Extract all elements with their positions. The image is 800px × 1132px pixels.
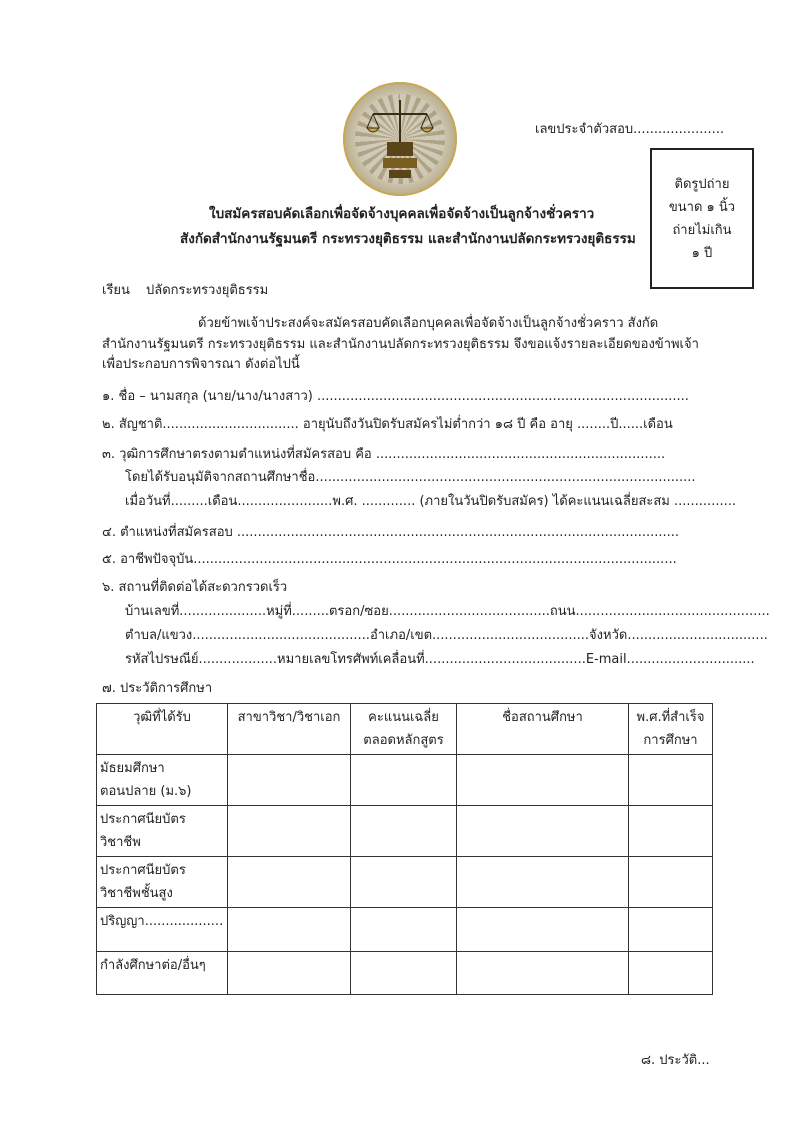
field-address-line2[interactable]: ตำบล/แขวง...........................................อำเภอ/เขต......................................จังหวัด.................................. xyxy=(125,628,768,643)
col-header-graduation-year: พ.ศ.ที่สำเร็จ การศึกษา xyxy=(629,704,713,755)
cell-major[interactable] xyxy=(228,806,351,857)
row-label-vocational-cert: ประกาศนียบัตร วิชาชีพ xyxy=(97,806,228,857)
cell-major[interactable] xyxy=(228,755,351,806)
exam-id-field[interactable]: เลขประจำตัวสอบ...................... xyxy=(535,122,725,137)
cell-gpa[interactable] xyxy=(351,857,457,908)
field-address-line1[interactable]: บ้านเลขที่.....................หมู่ที่.........ตรอก/ซอย.......................................ถนน............................................... xyxy=(125,604,770,619)
cell-institution[interactable] xyxy=(457,908,629,952)
photo-instruction-line4: ๑ ปี xyxy=(691,245,713,261)
col-header-gpa: คะแนนเฉลี่ย ตลอดหลักสูตร xyxy=(351,704,457,755)
photo-instruction-line1: ติดรูปถ่าย xyxy=(674,176,730,192)
cell-major[interactable] xyxy=(228,857,351,908)
table-row xyxy=(97,857,713,908)
field-nationality-age[interactable]: ๒. สัญชาติ................................. อายุนับถึงวันปิดรับสมัครไม่ต่ำกว่า ๑๘ ปี คือ อายุ ........ปี......เดือน xyxy=(102,417,673,432)
col-header-institution: ชื่อสถานศึกษา xyxy=(457,704,629,755)
cell-institution[interactable] xyxy=(457,755,629,806)
salutation-recipient: ปลัดกระทรวงยุติธรรม xyxy=(146,283,269,298)
intro-line1: ด้วยข้าพเจ้าประสงค์จะสมัครสอบคัดเลือกบุคคลเพื่อจัดจ้างเป็นลูกจ้างชั่วคราว สังกัด xyxy=(198,316,659,331)
table-row xyxy=(97,755,713,806)
row-label-bachelor-degree: ปริญญา................... xyxy=(97,908,228,952)
cell-institution[interactable] xyxy=(457,857,629,908)
row-label-highschool: มัธยมศึกษา ตอนปลาย (ม.๖) xyxy=(97,755,228,806)
cell-year[interactable] xyxy=(629,857,713,908)
table-row xyxy=(97,806,713,857)
table-header-row xyxy=(97,704,713,755)
row-label-further-study: กำลังศึกษาต่อ/อื่นๆ xyxy=(97,952,228,995)
cell-institution[interactable] xyxy=(457,952,629,995)
photo-instruction-line2: ขนาด ๑ นิ้ว xyxy=(668,199,736,215)
cell-major[interactable] xyxy=(228,952,351,995)
education-history-heading: ๗. ประวัติการศึกษา xyxy=(102,681,213,696)
ministry-seal-logo xyxy=(343,82,457,196)
cell-year[interactable] xyxy=(629,806,713,857)
col-header-major: สาขาวิชา/วิชาเอก xyxy=(228,704,351,755)
field-institution[interactable]: โดยได้รับอนุมัติจากสถานศึกษาชื่อ............................................................................................ xyxy=(125,470,696,485)
cell-year[interactable] xyxy=(629,755,713,806)
cell-gpa[interactable] xyxy=(351,908,457,952)
contact-address-heading: ๖. สถานที่ติดต่อได้สะดวกรวดเร็ว xyxy=(102,580,288,595)
photo-placeholder-box xyxy=(650,148,754,289)
form-title-line1: ใบสมัครสอบคัดเลือกเพื่อจัดจ้างบุคคลเพื่อจัดจ้างเป็นลูกจ้างชั่วคราว xyxy=(209,206,595,222)
education-history-table xyxy=(96,703,713,995)
cell-year[interactable] xyxy=(629,908,713,952)
row-label-high-vocational-cert: ประกาศนียบัตร วิชาชีพชั้นสูง xyxy=(97,857,228,908)
cell-gpa[interactable] xyxy=(351,806,457,857)
field-current-occupation[interactable]: ๕. อาชีพปัจจุบัน..................................................................................................................... xyxy=(102,552,677,567)
intro-line2: สำนักงานรัฐมนตรี กระทรวงยุติธรรม และสำนักงานปลัดกระทรวงยุติธรรม จึงขอแจ้งรายละเอียดของข้าพเจ้า xyxy=(102,337,699,352)
scales-of-justice-icon xyxy=(343,82,457,196)
cell-year[interactable] xyxy=(629,952,713,995)
col-header-degree: วุฒิที่ได้รับ xyxy=(97,704,228,755)
photo-instruction-line3: ถ่ายไม่เกิน xyxy=(672,222,732,238)
cell-gpa[interactable] xyxy=(351,755,457,806)
continued-next-page-note: ๘. ประวัติ... xyxy=(641,1053,710,1068)
table-row xyxy=(97,952,713,995)
cell-gpa[interactable] xyxy=(351,952,457,995)
cell-institution[interactable] xyxy=(457,806,629,857)
field-position-applied[interactable]: ๔. ตำแหน่งที่สมัครสอบ ........................................................................................................... xyxy=(102,525,680,540)
field-graduation-date-gpa[interactable]: เมื่อวันที่.........เดือน.......................พ.ศ. ............. (ภายในวันปิดรับสมัคร) ได้คะแนนเฉลี่ยสะสม ............... xyxy=(125,494,736,509)
field-postal-phone-email[interactable]: รหัสไปรษณีย์...................หมายเลขโทรศัพท์เคลื่อนที่.......................................E-mail............................... xyxy=(125,652,755,667)
table-row xyxy=(97,908,713,952)
intro-line3: เพื่อประกอบการพิจารณา ดังต่อไปนี้ xyxy=(102,357,300,372)
field-qualification[interactable]: ๓. วุฒิการศึกษาตรงตามตำแหน่งที่สมัครสอบ คือ ...................................................................... xyxy=(102,447,666,462)
salutation-label: เรียน xyxy=(102,283,130,298)
form-title-line2: สังกัดสำนักงานรัฐมนตรี กระทรวงยุติธรรม และสำนักงานปลัดกระทรวงยุติธรรม xyxy=(180,231,636,247)
field-fullname[interactable]: ๑. ชื่อ – นามสกุล (นาย/นาง/นางสาว) .......................................................................................... xyxy=(102,389,689,404)
cell-major[interactable] xyxy=(228,908,351,952)
